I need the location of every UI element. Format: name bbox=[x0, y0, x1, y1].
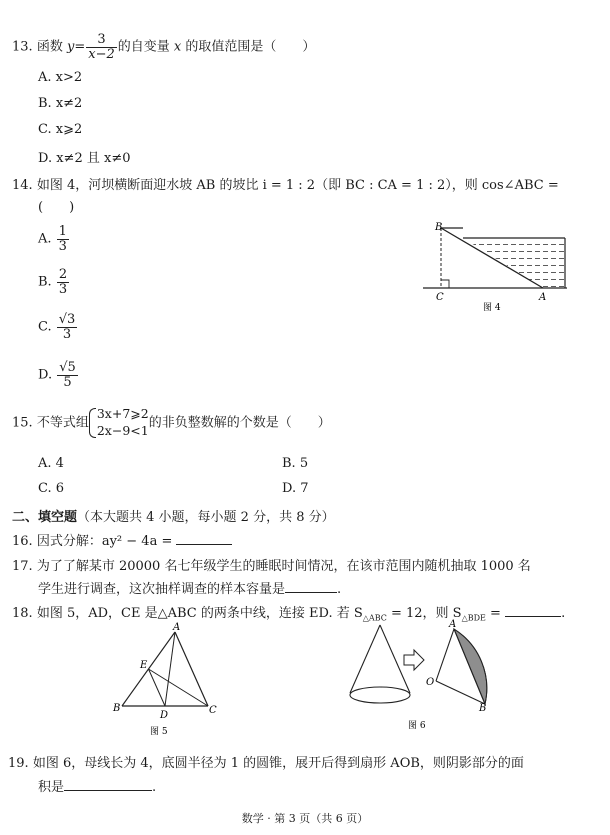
q13-number: 13. bbox=[12, 39, 33, 55]
q14-option-d: D. $\frac{√5}{5}$ bbox=[38, 360, 76, 390]
figure-5 bbox=[105, 620, 230, 740]
fig4-label-a: A bbox=[539, 292, 547, 303]
q13-option-b: B. x≠2 bbox=[38, 96, 83, 111]
q17-line2: 学生进行调查，这次抽样调查的样本容量是 . bbox=[38, 582, 342, 597]
q15: 15. 不等式组 3x+7⩾2 2x−9<1 的非负整数解的个数是（ ） bbox=[12, 406, 331, 438]
q16: 16. 因式分解：ay² − 4a = bbox=[12, 530, 232, 549]
fig5-label-c: C bbox=[209, 705, 217, 716]
fig5-caption: 图 5 bbox=[150, 727, 168, 737]
q14-stem: 14. 如图 4，河坝横断面迎水坡 AB 的坡比 i = 1 : 2（即 BC : CA = 1 : 2），则 cos∠ABC = bbox=[12, 178, 559, 193]
fig6-label-b: B bbox=[479, 703, 487, 714]
q18: 18. 如图 5，AD，CE 是△ABC 的两条中线，连接 ED. 若 $S_{\triangle ABC} = 12$，则 $S_{\triangle BDE}$ = . bbox=[12, 606, 566, 623]
cone-left-edge bbox=[350, 625, 380, 693]
fig5-label-e: E bbox=[140, 660, 148, 671]
section-2-header: 二、填空题（本大题共 4 小题，每小题 2 分，共 8 分） bbox=[12, 510, 335, 525]
q14-paren: ( ) bbox=[38, 200, 75, 215]
q13-option-a: A. x>2 bbox=[38, 70, 83, 85]
cone-right-edge bbox=[380, 625, 410, 693]
cone-base bbox=[350, 687, 410, 703]
q19: 19. 如图 6，母线长为 4，底圆半径为 1 的圆锥，展开后得到扇形 AOB，则阴影部分的面 bbox=[8, 756, 524, 771]
arrow-icon bbox=[404, 650, 424, 670]
page-footer: 数学 · 第 3 页（共 6 页） bbox=[241, 812, 369, 825]
side-ac bbox=[175, 632, 208, 706]
q19-line2: 积是 . bbox=[38, 780, 157, 795]
radius-oa bbox=[436, 629, 454, 681]
median-ce bbox=[149, 669, 209, 706]
fig5-label-b: B bbox=[113, 703, 121, 714]
answer-blank-16[interactable] bbox=[176, 532, 232, 545]
fig4-caption: 图 4 bbox=[483, 303, 501, 313]
answer-blank-19[interactable] bbox=[64, 778, 152, 791]
q13: 13. 函数 y= $\frac{3}{x-2}$ 的自变量 x 的取值范围是（ ） bbox=[12, 32, 316, 62]
fig5-label-d: D bbox=[160, 710, 169, 721]
q15-option-d: D. 7 bbox=[282, 481, 309, 496]
q13-option-d: D. x≠2 且 x≠0 bbox=[38, 151, 131, 166]
water-region bbox=[463, 238, 565, 288]
fig4-label-c: C bbox=[436, 292, 444, 303]
q15-option-c: C. 6 bbox=[38, 481, 65, 496]
fig6-label-a: A bbox=[449, 619, 457, 630]
fig6-label-o: O bbox=[426, 677, 435, 688]
answer-blank-18[interactable] bbox=[505, 604, 561, 617]
q15-option-b: B. 5 bbox=[282, 456, 309, 471]
q14-option-a: A. $\frac{1}{3}$ bbox=[38, 224, 67, 254]
right-angle-mark bbox=[441, 280, 449, 288]
inequality-system: 3x+7⩾2 2x−9<1 bbox=[89, 406, 149, 440]
fig4-label-b: B bbox=[435, 222, 443, 233]
fig6-caption: 图 6 bbox=[408, 721, 426, 731]
q14-option-c: C. $\frac{√3}{3}$ bbox=[38, 312, 76, 342]
answer-blank-17[interactable] bbox=[285, 580, 337, 593]
figure-4 bbox=[415, 220, 575, 316]
q15-option-a: A. 4 bbox=[38, 456, 64, 471]
fig5-label-a: A bbox=[173, 622, 181, 633]
figure-6 bbox=[340, 615, 500, 735]
q17: 17. 为了了解某市 20000 名七年级学生的睡眠时间情况，在该市范围内随机抽取 1000 名 bbox=[12, 559, 531, 574]
q13-fraction: $\frac{3}{x-2}$ bbox=[88, 32, 115, 62]
q14-option-b: B. $\frac{2}{3}$ bbox=[38, 267, 68, 297]
q13-option-c: C. x⩾2 bbox=[38, 122, 83, 137]
